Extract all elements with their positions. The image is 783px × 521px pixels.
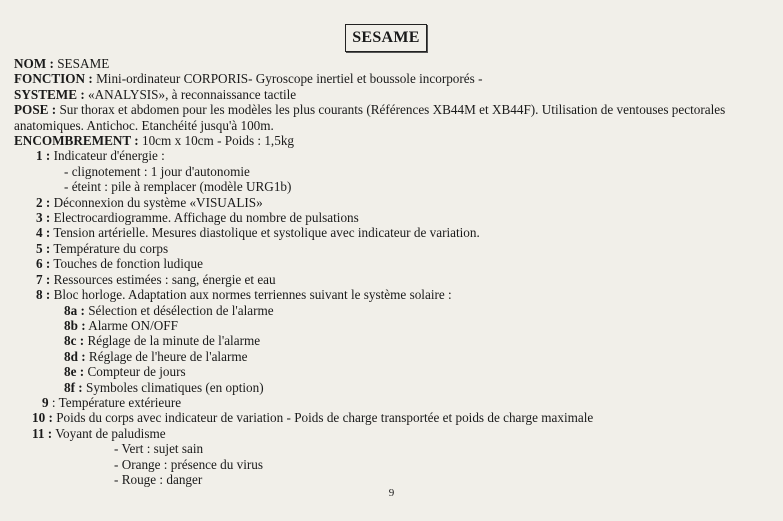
item-text: Sélection et désélection de l'alarme — [84, 302, 274, 318]
item-number: 7 : — [36, 271, 51, 287]
spec-label: FONCTION : — [14, 71, 93, 87]
item-number: 6 : — [36, 256, 51, 272]
sub-item: - éteint : pile à remplacer (modèle URG1b) — [64, 179, 292, 195]
spec-value: 10cm x 10cm - Poids : 1,5kg — [138, 133, 295, 149]
item-number: 4 : — [36, 225, 51, 241]
item-text: Réglage de l'heure de l'alarme — [85, 348, 248, 364]
spec-label: NOM : — [14, 56, 54, 71]
item-text: Indicateur d'énergie : — [50, 148, 165, 164]
spec-value: «ANALYSIS», à reconnaissance tactile — [84, 86, 297, 102]
item-text: Voyant de paludisme — [52, 425, 166, 441]
spec-label: ENCOMBREMENT : — [14, 133, 139, 149]
sub-item: - Rouge : danger — [114, 471, 203, 487]
sub-item — [14, 333, 769, 348]
spec-label: POSE : — [14, 102, 57, 118]
item-number: 11 : — [32, 425, 53, 441]
list-item — [14, 210, 769, 225]
list-item — [14, 410, 769, 425]
item-text: : Température extérieure — [48, 394, 182, 410]
spec-label: SYSTEME : — [14, 86, 85, 102]
item-number: 5 : — [36, 240, 51, 256]
item-text: Déconnexion du système «VISUALIS» — [50, 194, 263, 210]
sub-item — [14, 364, 769, 379]
item-number: 8e : — [64, 364, 85, 380]
item-number: 8 : — [36, 287, 51, 303]
sub-item: - clignotement : 1 jour d'autonomie — [64, 163, 250, 179]
item-number: 8a : — [64, 302, 85, 318]
spec-value: SESAME — [53, 56, 110, 71]
item-number: 2 : — [36, 194, 51, 210]
list-item — [14, 225, 769, 240]
item-number: 3 : — [36, 210, 51, 226]
list-item — [14, 272, 769, 287]
spec-value: Mini-ordinateur CORPORIS- Gyroscope inertiel et boussole incorporés - — [92, 71, 483, 87]
list-item — [14, 395, 769, 410]
item-text: Alarme ON/OFF — [85, 317, 178, 333]
list-item — [14, 256, 769, 271]
sub-item — [14, 349, 769, 364]
item-text: Poids du corps avec indicateur de variation - Poids de charge transportée et poids de charge maximale — [52, 410, 594, 426]
item-text: Electrocardiogramme. Affichage du nombre de pulsations — [50, 210, 359, 226]
item-text: Symboles climatiques (en option) — [82, 379, 264, 395]
item-text: Bloc horloge. Adaptation aux normes terriennes suivant le système solaire : — [50, 287, 452, 303]
spec-fonction — [14, 71, 769, 86]
spec-systeme — [14, 87, 769, 102]
spec-value: Sur thorax et abdomen pour les modèles les plus courants (Références XB44M et XB44F). Utilisation de ventouses pectorales anatomiques. Antichoc. Etanchéité jusqu'à 100m. — [14, 102, 726, 133]
item-number: 10 : — [32, 410, 53, 426]
item-text: Touches de fonction ludique — [50, 256, 203, 272]
sub-item: - Orange : présence du virus — [114, 456, 264, 472]
list-item — [14, 426, 769, 441]
item-number: 8c : — [64, 333, 85, 349]
item-text: Compteur de jours — [84, 364, 186, 380]
item-number: 9 — [42, 394, 49, 410]
spec-nom — [14, 56, 769, 71]
item-text: Tension artérielle. Mesures diastolique et systolique avec indicateur de variation. — [50, 225, 480, 241]
item-text: Ressources estimées : sang, énergie et eau — [50, 271, 276, 287]
item-text: Réglage de la minute de l'alarme — [84, 333, 261, 349]
list-item — [14, 241, 769, 256]
sub-item — [14, 303, 769, 318]
item-number: 8f : — [64, 379, 83, 395]
item-number: 1 : — [36, 148, 51, 164]
page-title: SESAME — [345, 24, 427, 52]
list-item — [14, 148, 769, 163]
sub-item: - Vert : sujet sain — [114, 441, 204, 457]
item-number: 8d : — [64, 348, 86, 364]
sub-item — [14, 318, 769, 333]
item-text: Température du corps — [50, 240, 169, 256]
spec-encombrement — [14, 133, 769, 148]
sub-item — [14, 380, 769, 395]
list-item — [14, 195, 769, 210]
list-item — [14, 287, 769, 302]
page-number: 9 — [388, 487, 395, 499]
spec-pose — [14, 102, 769, 133]
spec-sheet — [14, 56, 769, 487]
item-number: 8b : — [64, 317, 86, 333]
